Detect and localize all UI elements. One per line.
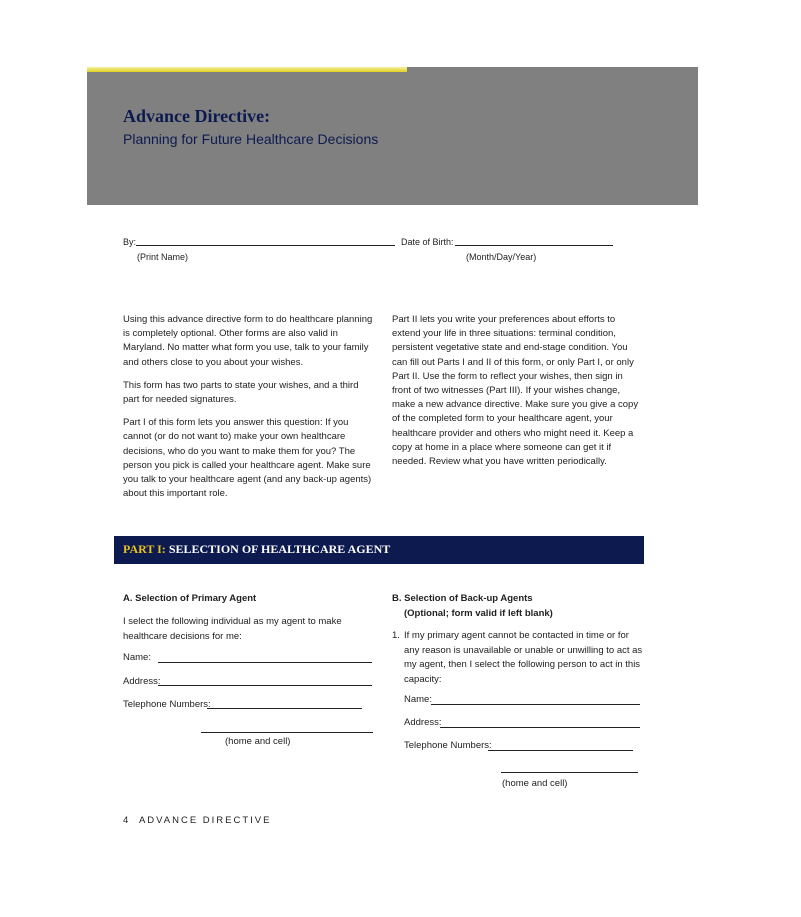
intro-paragraph: Part I of this form lets you answer this question: If you cannot (or do not want to) make your own healthcare decisions, who do you want to make them for you? The person you pick is called your healthcare agent. Make sure you talk to your healthcare agent (and any back-up agents) about this important role.	[123, 417, 372, 500]
print-name-field[interactable]	[136, 245, 395, 246]
backup-phone-field-2[interactable]	[501, 772, 638, 773]
intro-right-column	[392, 313, 642, 478]
backup-name-field[interactable]	[431, 704, 640, 705]
primary-name-field[interactable]	[158, 662, 372, 663]
intro-paragraph: This form has two parts to state your wishes, and a third part for needed signatures.	[123, 379, 359, 406]
backup-phone-field[interactable]	[488, 750, 633, 751]
part1-label: PART I:	[123, 542, 166, 556]
running-title: ADVANCE DIRECTIVE	[138, 815, 272, 826]
date-hint: (Month/Day/Year)	[466, 252, 537, 262]
backup-address-field[interactable]	[440, 727, 640, 728]
primary-phone-label: Telephone Numbers:	[123, 699, 211, 710]
part1-title: SELECTION OF HEALTHCARE AGENT	[168, 542, 391, 556]
backup-item-number: 1.	[392, 630, 400, 641]
intro-paragraph: Using this advance directive form to do healthcare planning is completely optional. Other forms are also valid in Maryland. No matter what form you use, talk to your family and others close to you about your wishes.	[123, 314, 373, 368]
page-title: Advance Directive:	[123, 106, 271, 126]
backup-name-label: Name:	[404, 694, 432, 705]
primary-phone-hint: (home and cell)	[225, 736, 291, 747]
primary-address-label: Address:	[123, 676, 161, 687]
primary-phone-field-2[interactable]	[201, 732, 373, 733]
backup-agent-subheading: (Optional; form valid if left blank)	[404, 608, 553, 619]
page-subtitle: Planning for Future Healthcare Decisions	[123, 131, 379, 147]
backup-phone-label: Telephone Numbers:	[404, 740, 492, 751]
backup-phone-hint: (home and cell)	[502, 778, 568, 789]
primary-agent-heading: A. Selection of Primary Agent	[123, 593, 257, 604]
dob-label: Date of Birth:	[401, 237, 454, 247]
page-number: 4	[123, 815, 131, 826]
intro-left-column	[123, 313, 373, 510]
backup-agent-text: If my primary agent cannot be contacted in time or for any reason is unavailable or unable or unwilling to act as my agent, then I select the following person to act in this capacity:	[404, 630, 643, 685]
primary-phone-field[interactable]	[207, 708, 362, 709]
primary-address-field[interactable]	[158, 685, 372, 686]
backup-agent-heading: B. Selection of Back-up Agents	[392, 593, 533, 604]
primary-name-label: Name:	[123, 652, 151, 663]
primary-agent-text: I select the following individual as my agent to make healthcare decisions for me:	[123, 616, 342, 642]
by-label: By:	[123, 237, 137, 247]
page-footer	[123, 815, 271, 826]
intro-paragraph: Part II lets you write your preferences about efforts to extend your life in three situations: terminal condition, persistent vegetative state and end-stage condition. You can fill out Parts I and II of this form, or only Part I, or only Part II. Use the form to reflect your wishes, then sign in front of two witnesses (Part III). If your wishes change, make a new advance directive. Make sure you give a copy of the completed form to your healthcare agent, your healthcare provider and others who might need it. Keep a copy at home in a place where someone can get it if needed. Review what you have written periodically.	[392, 314, 639, 468]
header-accent-stripe	[87, 67, 407, 72]
backup-address-label: Address:	[404, 717, 442, 728]
part1-heading	[123, 542, 390, 557]
print-name-hint: (Print Name)	[137, 252, 189, 262]
date-of-birth-field[interactable]	[455, 245, 613, 246]
